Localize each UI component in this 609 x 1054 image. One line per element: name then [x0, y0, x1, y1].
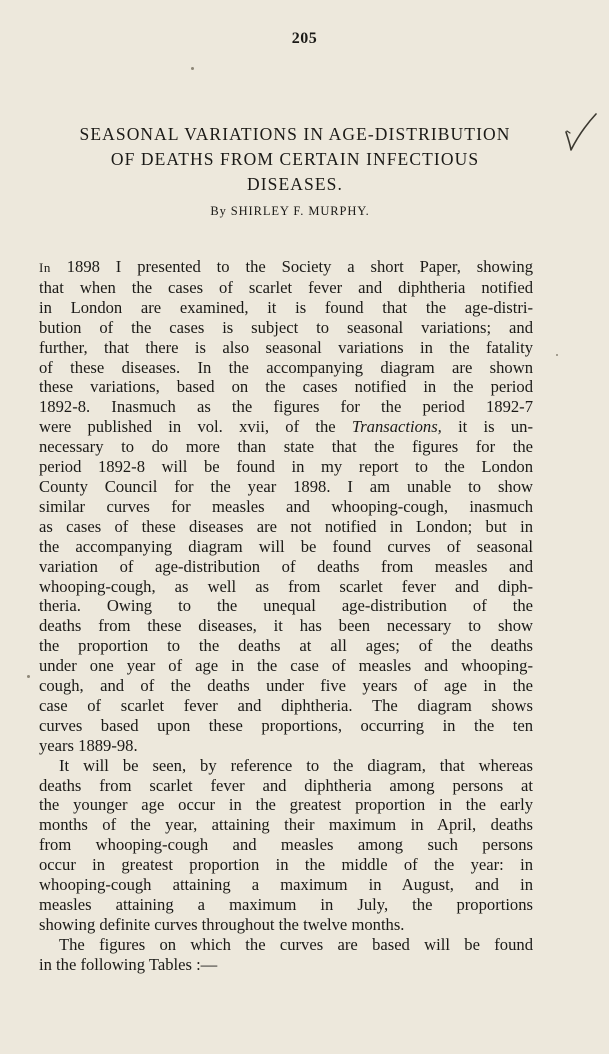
journal-title: Transactions,: [351, 417, 442, 437]
text-line-rest: 1898 I presented to the Society a short Paper, showing: [50, 257, 533, 276]
text-line: showing definite curves throughout the twelve months.: [39, 914, 405, 934]
title-line: DISEASES.: [247, 174, 343, 194]
text-line: bution of the cases is subject to seasonal variations; and: [39, 317, 533, 337]
text-line: from whooping-cough and measles among such persons: [39, 835, 533, 855]
author-name: SHIRLEY F. MURPHY.: [230, 204, 370, 218]
text-line: further, that there is also seasonal variations in the fatality: [39, 337, 533, 357]
paper-speck: [191, 67, 194, 70]
text-line: period 1892-8 will be found in my report to the London: [39, 457, 533, 477]
author-byline: [0, 204, 580, 219]
text-segment: it is un-: [441, 417, 533, 437]
text-line: variation of age-distribution of deaths from measles and: [39, 556, 533, 576]
text-line: curves based upon these proportions, occurring in the ten: [39, 715, 533, 735]
text-line: similar curves for measles and whooping-cough, inasmuch: [39, 496, 533, 516]
article-body: [39, 257, 533, 975]
page-number: 205: [291, 30, 318, 47]
text-line: in the following Tables :—: [39, 954, 218, 974]
text-line: It will be seen, by reference to the diagram, that whereas: [59, 755, 533, 775]
text-segment: were published in vol. xvii, of the: [39, 417, 352, 437]
text-line: whooping-cough attaining a maximum in August, and in: [39, 875, 533, 895]
article-title: [30, 122, 560, 197]
text-line: necessary to do more than state that the figures for the: [39, 437, 533, 457]
title-line: OF DEATHS FROM CERTAIN INFECTIOUS: [110, 149, 480, 169]
text-line: [39, 417, 533, 437]
text-line: under one year of age in the case of measles and whooping-: [39, 656, 533, 676]
paper-speck: [27, 675, 30, 678]
text-line: theria. Owing to the unequal age-distribution of the: [39, 596, 533, 616]
text-line: as cases of these diseases are not notified in London; but in: [39, 516, 533, 536]
text-line: years 1889-98.: [39, 735, 138, 755]
text-line: deaths from scarlet fever and diphtheria among persons at: [39, 775, 533, 795]
text-line: case of scarlet fever and diphtheria. The diagram shows: [39, 695, 533, 715]
text-line: the younger age occur in the greatest proportion in the early: [39, 795, 533, 815]
text-line: County Council for the year 1898. I am unable to show: [39, 476, 533, 496]
text-line: of these diseases. In the accompanying diagram are shown: [39, 357, 533, 377]
drop-smallcaps: In: [39, 260, 51, 275]
text-line: 1892-8. Inasmuch as the figures for the period 1892-7: [39, 397, 533, 417]
text-line: the accompanying diagram will be found curves of seasonal: [39, 536, 533, 556]
handwritten-tick-mark: [563, 112, 599, 156]
text-line: cough, and of the deaths under five years of age in the: [39, 676, 533, 696]
byline-prefix: By: [210, 204, 227, 218]
text-line: that when the cases of scarlet fever and diphtheria notified: [39, 277, 533, 297]
text-line: measles attaining a maximum in July, the proportions: [39, 895, 533, 914]
text-line: these variations, based on the cases notified in the period: [39, 377, 533, 397]
text-line: months of the year, attaining their maximum in April, deaths: [39, 815, 533, 835]
text-line: the proportion to the deaths at all ages; of the deaths: [39, 636, 533, 656]
text-line: occur in greatest proportion in the middle of the year: in: [39, 855, 533, 875]
text-line: The figures on which the curves are based will be found: [59, 934, 533, 954]
text-line: [39, 257, 533, 278]
text-line: in London are examined, it is found that the age-distri-: [39, 297, 533, 317]
paper-speck: [556, 354, 558, 356]
title-line: SEASONAL VARIATIONS IN AGE-DISTRIBUTION: [79, 124, 511, 144]
text-line: deaths from these diseases, it has been necessary to show: [39, 616, 533, 636]
text-line: whooping-cough, as well as from scarlet fever and diph-: [39, 576, 533, 596]
